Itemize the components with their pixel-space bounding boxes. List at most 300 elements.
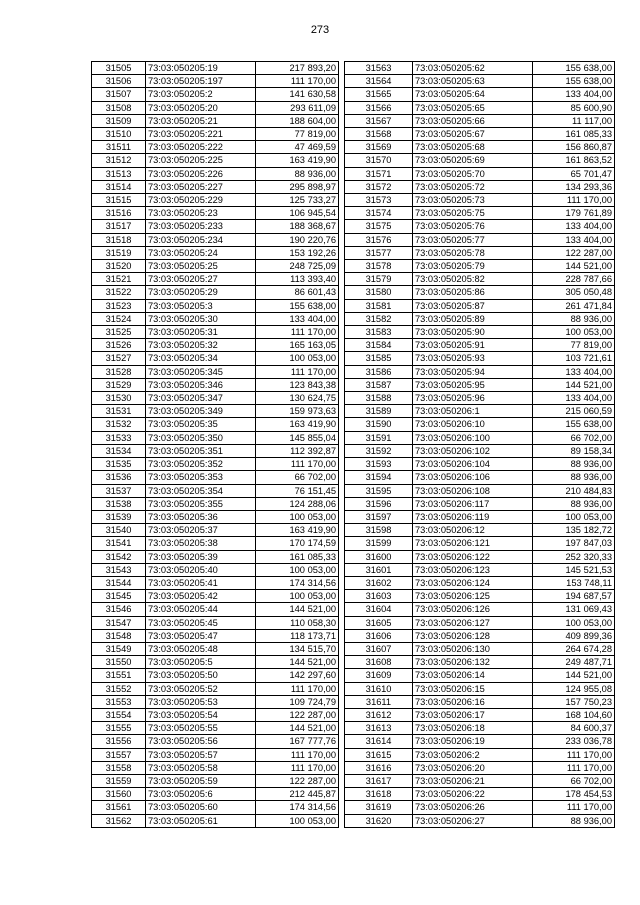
row-number: 31598	[345, 524, 413, 537]
table-row	[345, 735, 615, 748]
cadastral-number: 73:03:050205:19	[146, 62, 256, 75]
row-number: 31512	[92, 154, 146, 167]
table-row	[92, 458, 339, 471]
row-number: 31592	[345, 444, 413, 457]
row-number: 31552	[92, 682, 146, 695]
cadastral-number: 73:03:050205:36	[146, 510, 256, 523]
cadastral-number: 73:03:050205:57	[146, 748, 256, 761]
cadastral-number: 73:03:050205:70	[413, 167, 533, 180]
cadastral-value: 155 638,00	[533, 62, 615, 75]
cadastral-value: 144 521,00	[256, 603, 339, 616]
cadastral-value: 111 170,00	[256, 458, 339, 471]
cadastral-number: 73:03:050205:61	[146, 814, 256, 827]
cadastral-value: 111 170,00	[533, 801, 615, 814]
table-row	[92, 524, 339, 537]
table-row	[345, 378, 615, 391]
row-number: 31573	[345, 194, 413, 207]
cadastral-value: 113 393,40	[256, 273, 339, 286]
row-number: 31594	[345, 471, 413, 484]
table-row	[345, 471, 615, 484]
cadastral-value: 167 777,76	[256, 735, 339, 748]
table-row	[345, 576, 615, 589]
cadastral-number: 73:03:050205:197	[146, 75, 256, 88]
table-row	[92, 365, 339, 378]
cadastral-value: 194 687,57	[533, 590, 615, 603]
cadastral-value: 88 936,00	[533, 497, 615, 510]
row-number: 31514	[92, 180, 146, 193]
row-number: 31542	[92, 550, 146, 563]
table-row	[345, 748, 615, 761]
row-number: 31506	[92, 75, 146, 88]
cadastral-number: 73:03:050205:93	[413, 352, 533, 365]
table-row	[92, 286, 339, 299]
table-row	[92, 101, 339, 114]
cadastral-value: 133 404,00	[533, 233, 615, 246]
row-number: 31588	[345, 392, 413, 405]
table-row	[92, 801, 339, 814]
cadastral-value: 165 163,05	[256, 339, 339, 352]
cadastral-number: 73:03:050205:3	[146, 299, 256, 312]
row-number: 31511	[92, 141, 146, 154]
cadastral-value: 88 936,00	[533, 458, 615, 471]
table-row	[92, 220, 339, 233]
cadastral-value: 112 392,87	[256, 444, 339, 457]
cadastral-number: 73:03:050205:72	[413, 180, 533, 193]
cadastral-value: 111 170,00	[256, 365, 339, 378]
table-row	[345, 497, 615, 510]
cadastral-number: 73:03:050205:75	[413, 207, 533, 220]
table-row	[345, 537, 615, 550]
cadastral-value: 305 050,48	[533, 286, 615, 299]
row-number: 31536	[92, 471, 146, 484]
table-row	[92, 141, 339, 154]
table-row	[345, 128, 615, 141]
cadastral-number: 73:03:050205:234	[146, 233, 256, 246]
table-row	[92, 603, 339, 616]
cadastral-value: 125 733,27	[256, 194, 339, 207]
row-number: 31601	[345, 563, 413, 576]
table-row	[92, 352, 339, 365]
cadastral-value: 84 600,37	[533, 722, 615, 735]
cadastral-value: 133 404,00	[533, 88, 615, 101]
table-row	[92, 418, 339, 431]
cadastral-number: 73:03:050205:79	[413, 260, 533, 273]
table-row	[345, 233, 615, 246]
row-number: 31614	[345, 735, 413, 748]
table-row	[92, 682, 339, 695]
table-row	[345, 431, 615, 444]
cadastral-value: 264 674,28	[533, 642, 615, 655]
row-number: 31619	[345, 801, 413, 814]
row-number: 31508	[92, 101, 146, 114]
row-number: 31602	[345, 576, 413, 589]
cadastral-value: 217 893,20	[256, 62, 339, 75]
cadastral-value: 190 220,76	[256, 233, 339, 246]
cadastral-table-right	[344, 61, 615, 828]
cadastral-value: 77 819,00	[533, 339, 615, 352]
cadastral-number: 73:03:050206:21	[413, 774, 533, 787]
cadastral-number: 73:03:050205:56	[146, 735, 256, 748]
cadastral-value: 122 287,00	[256, 774, 339, 787]
table-row	[345, 326, 615, 339]
table-row	[92, 510, 339, 523]
table-row	[92, 695, 339, 708]
cadastral-value: 252 320,33	[533, 550, 615, 563]
cadastral-number: 73:03:050205:5	[146, 656, 256, 669]
row-number: 31553	[92, 695, 146, 708]
table-row	[92, 180, 339, 193]
table-row	[92, 392, 339, 405]
table-row	[92, 299, 339, 312]
cadastral-number: 73:03:050205:24	[146, 246, 256, 259]
cadastral-number: 73:03:050205:54	[146, 708, 256, 721]
table-row	[92, 167, 339, 180]
row-number: 31539	[92, 510, 146, 523]
cadastral-number: 73:03:050205:229	[146, 194, 256, 207]
row-number: 31561	[92, 801, 146, 814]
row-number: 31600	[345, 550, 413, 563]
cadastral-value: 111 170,00	[256, 682, 339, 695]
cadastral-value: 156 860,87	[533, 141, 615, 154]
cadastral-number: 73:03:050206:106	[413, 471, 533, 484]
cadastral-value: 122 287,00	[533, 246, 615, 259]
row-number: 31593	[345, 458, 413, 471]
cadastral-number: 73:03:050206:126	[413, 603, 533, 616]
row-number: 31620	[345, 814, 413, 827]
cadastral-value: 212 445,87	[256, 788, 339, 801]
table-row	[345, 656, 615, 669]
cadastral-number: 73:03:050205:76	[413, 220, 533, 233]
table-row	[92, 62, 339, 75]
row-number: 31549	[92, 642, 146, 655]
cadastral-value: 210 484,83	[533, 484, 615, 497]
cadastral-value: 409 899,36	[533, 629, 615, 642]
table-row	[92, 748, 339, 761]
cadastral-value: 153 192,26	[256, 246, 339, 259]
row-number: 31513	[92, 167, 146, 180]
cadastral-number: 73:03:050205:45	[146, 616, 256, 629]
table-row	[345, 458, 615, 471]
cadastral-number: 73:03:050206:20	[413, 761, 533, 774]
table-row	[92, 154, 339, 167]
row-number: 31615	[345, 748, 413, 761]
cadastral-value: 88 936,00	[533, 312, 615, 325]
table-row	[92, 194, 339, 207]
row-number: 31563	[345, 62, 413, 75]
cadastral-number: 73:03:050205:47	[146, 629, 256, 642]
cadastral-value: 100 053,00	[256, 814, 339, 827]
table-row	[345, 392, 615, 405]
cadastral-number: 73:03:050205:225	[146, 154, 256, 167]
cadastral-number: 73:03:050205:27	[146, 273, 256, 286]
cadastral-number: 73:03:050205:20	[146, 101, 256, 114]
cadastral-number: 73:03:050205:29	[146, 286, 256, 299]
row-number: 31517	[92, 220, 146, 233]
cadastral-number: 73:03:050205:23	[146, 207, 256, 220]
page-number: 273	[310, 24, 330, 36]
row-number: 31597	[345, 510, 413, 523]
cadastral-value: 88 936,00	[533, 814, 615, 827]
cadastral-number: 73:03:050206:26	[413, 801, 533, 814]
row-number: 31558	[92, 761, 146, 774]
cadastral-number: 73:03:050206:117	[413, 497, 533, 510]
row-number: 31550	[92, 656, 146, 669]
cadastral-value: 215 060,59	[533, 405, 615, 418]
table-row	[345, 405, 615, 418]
cadastral-number: 73:03:050205:62	[413, 62, 533, 75]
row-number: 31510	[92, 128, 146, 141]
cadastral-number: 73:03:050205:86	[413, 286, 533, 299]
cadastral-value: 100 053,00	[533, 616, 615, 629]
cadastral-value: 111 170,00	[533, 194, 615, 207]
cadastral-value: 106 945,54	[256, 207, 339, 220]
table-row	[345, 154, 615, 167]
row-number: 31523	[92, 299, 146, 312]
table-row	[92, 405, 339, 418]
table-row	[345, 101, 615, 114]
cadastral-number: 73:03:050205:82	[413, 273, 533, 286]
table-row	[345, 550, 615, 563]
cadastral-value: 118 173,71	[256, 629, 339, 642]
table-row	[345, 603, 615, 616]
row-number: 31538	[92, 497, 146, 510]
row-number: 31529	[92, 378, 146, 391]
row-number: 31611	[345, 695, 413, 708]
cadastral-value: 295 898,97	[256, 180, 339, 193]
cadastral-value: 174 314,56	[256, 576, 339, 589]
row-number: 31605	[345, 616, 413, 629]
cadastral-value: 188 368,67	[256, 220, 339, 233]
cadastral-number: 73:03:050205:55	[146, 722, 256, 735]
cadastral-value: 134 515,70	[256, 642, 339, 655]
cadastral-value: 161 085,33	[533, 128, 615, 141]
cadastral-number: 73:03:050205:95	[413, 378, 533, 391]
cadastral-number: 73:03:050205:73	[413, 194, 533, 207]
row-number: 31546	[92, 603, 146, 616]
row-number: 31564	[345, 75, 413, 88]
row-number: 31584	[345, 339, 413, 352]
table-row	[92, 444, 339, 457]
cadastral-number: 73:03:050205:63	[413, 75, 533, 88]
row-number: 31581	[345, 299, 413, 312]
cadastral-number: 73:03:050206:10	[413, 418, 533, 431]
row-number: 31570	[345, 154, 413, 167]
row-number: 31544	[92, 576, 146, 589]
cadastral-number: 73:03:050205:39	[146, 550, 256, 563]
row-number: 31589	[345, 405, 413, 418]
cadastral-number: 73:03:050206:12	[413, 524, 533, 537]
cadastral-number: 73:03:050205:349	[146, 405, 256, 418]
row-number: 31565	[345, 88, 413, 101]
row-number: 31525	[92, 326, 146, 339]
table-row	[345, 286, 615, 299]
cadastral-value: 293 611,09	[256, 101, 339, 114]
cadastral-value: 76 151,45	[256, 484, 339, 497]
cadastral-value: 111 170,00	[256, 748, 339, 761]
cadastral-value: 155 638,00	[533, 75, 615, 88]
cadastral-number: 73:03:050205:353	[146, 471, 256, 484]
cadastral-number: 73:03:050206:108	[413, 484, 533, 497]
table-row	[92, 246, 339, 259]
cadastral-number: 73:03:050205:41	[146, 576, 256, 589]
cadastral-number: 73:03:050205:77	[413, 233, 533, 246]
row-number: 31562	[92, 814, 146, 827]
cadastral-number: 73:03:050205:221	[146, 128, 256, 141]
table-row	[92, 471, 339, 484]
row-number: 31583	[345, 326, 413, 339]
table-row	[345, 788, 615, 801]
cadastral-number: 73:03:050205:6	[146, 788, 256, 801]
cadastral-number: 73:03:050205:96	[413, 392, 533, 405]
table-row	[92, 590, 339, 603]
cadastral-value: 168 104,60	[533, 708, 615, 721]
cadastral-value: 124 955,08	[533, 682, 615, 695]
cadastral-number: 73:03:050206:102	[413, 444, 533, 457]
table-row	[345, 695, 615, 708]
table-row	[92, 537, 339, 550]
table-row	[92, 88, 339, 101]
table-row	[345, 207, 615, 220]
cadastral-value: 77 819,00	[256, 128, 339, 141]
row-number: 31569	[345, 141, 413, 154]
table-row	[92, 484, 339, 497]
table-row	[345, 365, 615, 378]
cadastral-number: 73:03:050205:50	[146, 669, 256, 682]
cadastral-value: 249 487,71	[533, 656, 615, 669]
cadastral-value: 11 117,00	[533, 114, 615, 127]
row-number: 31509	[92, 114, 146, 127]
cadastral-number: 73:03:050206:22	[413, 788, 533, 801]
cadastral-number: 73:03:050206:104	[413, 458, 533, 471]
table-row	[92, 735, 339, 748]
table-row	[345, 180, 615, 193]
table-row	[92, 312, 339, 325]
table-row	[92, 260, 339, 273]
cadastral-value: 145 855,04	[256, 431, 339, 444]
table-row	[92, 75, 339, 88]
cadastral-value: 111 170,00	[533, 748, 615, 761]
row-number: 31578	[345, 260, 413, 273]
cadastral-value: 159 973,63	[256, 405, 339, 418]
cadastral-number: 73:03:050206:119	[413, 510, 533, 523]
cadastral-number: 73:03:050205:90	[413, 326, 533, 339]
row-number: 31576	[345, 233, 413, 246]
cadastral-value: 163 419,90	[256, 524, 339, 537]
cadastral-number: 73:03:050206:16	[413, 695, 533, 708]
cadastral-number: 73:03:050206:15	[413, 682, 533, 695]
cadastral-value: 144 521,00	[533, 669, 615, 682]
cadastral-value: 110 058,30	[256, 616, 339, 629]
cadastral-value: 144 521,00	[533, 260, 615, 273]
cadastral-value: 130 624,75	[256, 392, 339, 405]
row-number: 31568	[345, 128, 413, 141]
table-row	[92, 814, 339, 827]
table-row	[92, 233, 339, 246]
cadastral-value: 65 701,47	[533, 167, 615, 180]
cadastral-number: 73:03:050206:124	[413, 576, 533, 589]
cadastral-value: 66 702,00	[533, 774, 615, 787]
table-row	[92, 128, 339, 141]
table-row	[345, 141, 615, 154]
cadastral-value: 123 843,38	[256, 378, 339, 391]
cadastral-number: 73:03:050205:354	[146, 484, 256, 497]
row-number: 31531	[92, 405, 146, 418]
table-row	[92, 629, 339, 642]
cadastral-number: 73:03:050206:125	[413, 590, 533, 603]
row-number: 31577	[345, 246, 413, 259]
table-row	[345, 524, 615, 537]
cadastral-value: 179 761,89	[533, 207, 615, 220]
table-row	[345, 62, 615, 75]
cadastral-value: 133 404,00	[533, 220, 615, 233]
cadastral-number: 73:03:050206:100	[413, 431, 533, 444]
cadastral-number: 73:03:050205:35	[146, 418, 256, 431]
row-number: 31518	[92, 233, 146, 246]
row-number: 31535	[92, 458, 146, 471]
cadastral-number: 73:03:050205:2	[146, 88, 256, 101]
cadastral-number: 73:03:050206:2	[413, 748, 533, 761]
table-row	[345, 484, 615, 497]
table-row	[345, 75, 615, 88]
row-number: 31548	[92, 629, 146, 642]
cadastral-number: 73:03:050205:227	[146, 180, 256, 193]
cadastral-number: 73:03:050206:1	[413, 405, 533, 418]
table-row	[92, 642, 339, 655]
row-number: 31507	[92, 88, 146, 101]
cadastral-value: 161 085,33	[256, 550, 339, 563]
row-number: 31586	[345, 365, 413, 378]
row-number: 31515	[92, 194, 146, 207]
row-number: 31587	[345, 378, 413, 391]
table-row	[345, 194, 615, 207]
row-number: 31582	[345, 312, 413, 325]
cadastral-number: 73:03:050205:352	[146, 458, 256, 471]
cadastral-value: 228 787,66	[533, 273, 615, 286]
table-row	[345, 246, 615, 259]
cadastral-number: 73:03:050205:69	[413, 154, 533, 167]
cadastral-value: 141 630,58	[256, 88, 339, 101]
row-number: 31530	[92, 392, 146, 405]
row-number: 31519	[92, 246, 146, 259]
cadastral-number: 73:03:050205:68	[413, 141, 533, 154]
row-number: 31580	[345, 286, 413, 299]
row-number: 31540	[92, 524, 146, 537]
row-number: 31505	[92, 62, 146, 75]
row-number: 31606	[345, 629, 413, 642]
cadastral-value: 103 721,61	[533, 352, 615, 365]
cadastral-number: 73:03:050206:132	[413, 656, 533, 669]
table-row	[345, 708, 615, 721]
row-number: 31533	[92, 431, 146, 444]
row-number: 31595	[345, 484, 413, 497]
cadastral-number: 73:03:050205:60	[146, 801, 256, 814]
cadastral-number: 73:03:050205:34	[146, 352, 256, 365]
row-number: 31613	[345, 722, 413, 735]
cadastral-value: 157 750,23	[533, 695, 615, 708]
cadastral-number: 73:03:050205:350	[146, 431, 256, 444]
row-number: 31541	[92, 537, 146, 550]
row-number: 31551	[92, 669, 146, 682]
row-number: 31585	[345, 352, 413, 365]
row-number: 31591	[345, 431, 413, 444]
row-number: 31557	[92, 748, 146, 761]
cadastral-number: 73:03:050205:58	[146, 761, 256, 774]
row-number: 31616	[345, 761, 413, 774]
row-number: 31545	[92, 590, 146, 603]
cadastral-number: 73:03:050206:123	[413, 563, 533, 576]
table-row	[345, 352, 615, 365]
cadastral-number: 73:03:050205:91	[413, 339, 533, 352]
